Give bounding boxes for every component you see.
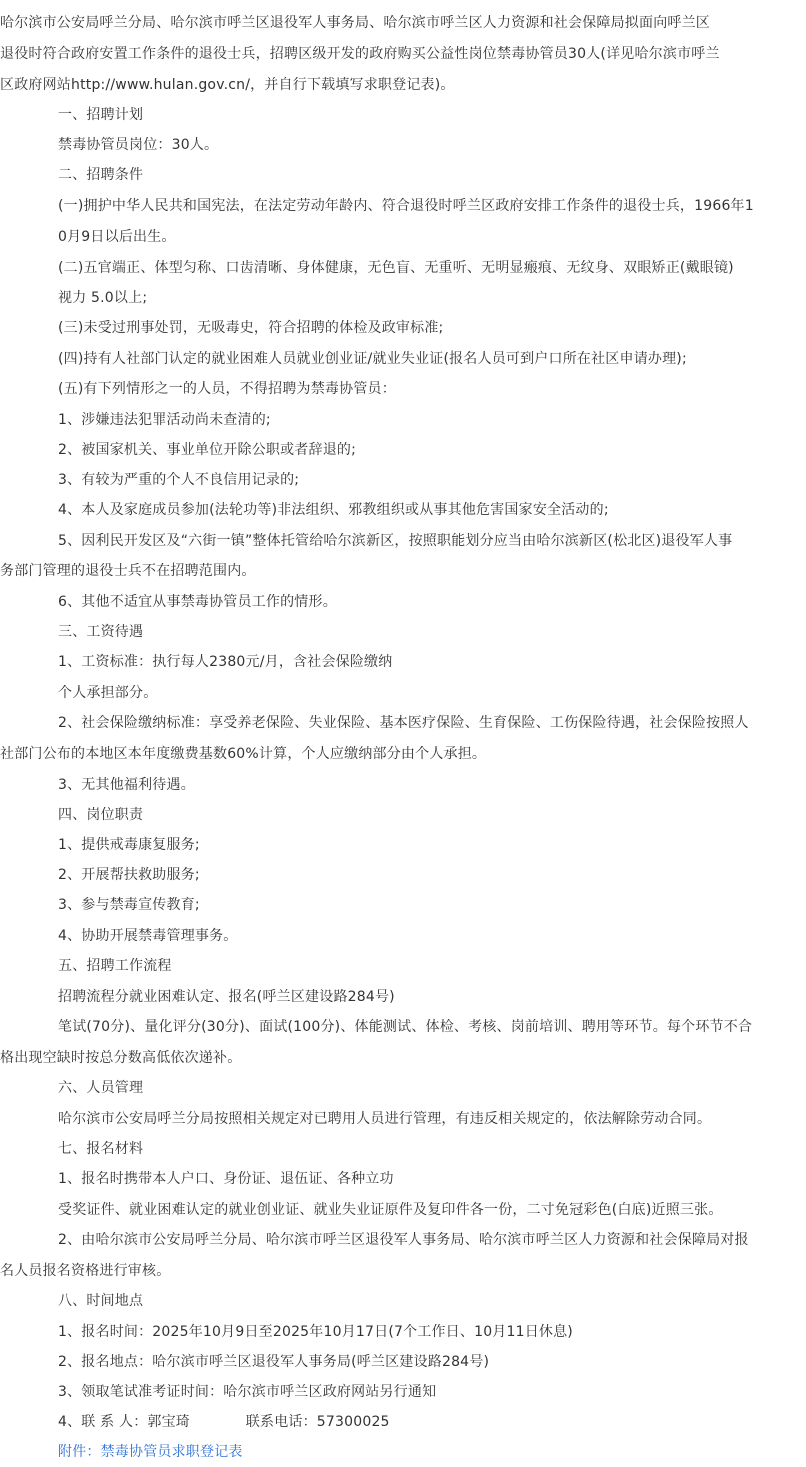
- process-line-1: 招聘流程分就业困难认定、报名(呼兰区建设路284号): [58, 989, 395, 1005]
- plan-text: 禁毒协管员岗位：30人。: [58, 137, 219, 153]
- time-item-3: 3、领取笔试准考证时间：哈尔滨市呼兰区政府网站另行通知: [58, 1384, 437, 1400]
- condition-5: (五)有下列情形之一的人员，不得招聘为禁毒协管员：: [58, 381, 396, 397]
- section-heading-salary: 三、工资待遇: [58, 624, 144, 640]
- exclusion-5-line-2: 务部门管理的退役士兵不在招聘范围内。: [0, 563, 256, 579]
- exclusion-6: 6、其他不适宜从事禁毒协管员工作的情形。: [58, 594, 337, 610]
- section-heading-plan: 一、招聘计划: [58, 107, 144, 123]
- materials-2-line-1: 2、由哈尔滨市公安局呼兰分局、哈尔滨市呼兰区退役军人事务局、哈尔滨市呼兰区人力资源和社会保障局对报: [58, 1232, 749, 1248]
- duty-1: 1、提供戒毒康复服务;: [58, 837, 200, 853]
- attachment-link[interactable]: 附件：禁毒协管员求职登记表: [58, 1444, 243, 1460]
- duty-4: 4、协助开展禁毒管理事务。: [58, 928, 238, 944]
- materials-1-line-1: 1、报名时携带本人户口、身份证、退伍证、各种立功: [58, 1171, 394, 1187]
- exclusion-2: 2、被国家机关、事业单位开除公职或者辞退的;: [58, 442, 357, 458]
- section-heading-materials: 七、报名材料: [58, 1141, 144, 1157]
- process-line-2: 笔试(70分)、量化评分(30分)、面试(100分)、体能测试、体检、考核、岗前培训、聘用等环节。每个环节不合: [58, 1019, 753, 1035]
- process-line-3: 格出现空缺时按总分数高低依次递补。: [0, 1050, 242, 1066]
- duty-2: 2、开展帮扶救助服务;: [58, 867, 200, 883]
- exclusion-5-line-1: 5、因利民开发区及“六街一镇”整体托管给哈尔滨新区，按照职能划分应当由哈尔滨新区(松北区)退役军人事: [58, 533, 733, 549]
- intro-line-1: 哈尔滨市公安局呼兰分局、哈尔滨市呼兰区退役军人事务局、哈尔滨市呼兰区人力资源和社会保障局拟面向呼兰区: [0, 15, 710, 31]
- condition-4: (四)持有人社部门认定的就业困难人员就业创业证/就业失业证(报名人员可到户口所在社区申请办理);: [58, 351, 687, 367]
- intro-line-3: 区政府网站http://www.hulan.gov.cn/，并自行下载填写求职登记表)。: [0, 77, 455, 93]
- salary-3: 3、无其他福利待遇。: [58, 777, 195, 793]
- section-heading-process: 五、招聘工作流程: [58, 958, 172, 974]
- intro-line-2: 退役时符合政府安置工作条件的退役士兵，招聘区级开发的政府购买公益性岗位禁毒协管员30人(详见哈尔滨市呼兰: [0, 46, 720, 62]
- condition-1-line-1: (一)拥护中华人民共和国宪法，在法定劳动年龄内、符合退役时呼兰区政府安排工作条件的退役士兵，1966年1: [58, 198, 754, 214]
- duty-3: 3、参与禁毒宣传教育;: [58, 897, 200, 913]
- condition-3: (三)未受过刑事处罚，无吸毒史，符合招聘的体检及政审标准;: [58, 320, 444, 336]
- time-item-4: 4、联 系 人：郭宝琦 联系电话：57300025: [58, 1414, 390, 1430]
- section-heading-duties: 四、岗位职责: [58, 807, 144, 823]
- exclusion-1: 1、涉嫌违法犯罪活动尚未查清的;: [58, 412, 271, 428]
- materials-1-line-2: 受奖证件、就业困难认定的就业创业证、就业失业证原件及复印件各一份，二寸免冠彩色(白底)近照三张。: [58, 1202, 723, 1218]
- salary-2-line-1: 2、社会保险缴纳标准：享受养老保险、失业保险、基本医疗保险、生育保险、工伤保险待遇，社会保险按照人: [58, 715, 749, 731]
- condition-1-line-2: 0月9日以后出生。: [58, 229, 176, 245]
- management-text: 哈尔滨市公安局呼兰分局按照相关规定对已聘用人员进行管理，有违反相关规定的，依法解除劳动合同。: [58, 1111, 712, 1127]
- condition-2-line-2: 视力 5.0以上;: [58, 290, 148, 306]
- materials-2-line-2: 名人员报名资格进行审核。: [0, 1263, 171, 1279]
- time-item-1: 1、报名时间：2025年10月9日至2025年10月17日(7个工作日、10月11日休息): [58, 1324, 573, 1340]
- exclusion-4: 4、本人及家庭成员参加(法轮功等)非法组织、邪教组织或从事其他危害国家安全活动的;: [58, 502, 609, 518]
- time-item-2: 2、报名地点：哈尔滨市呼兰区退役军人事务局(呼兰区建设路284号): [58, 1354, 490, 1370]
- salary-1-line-1: 1、工资标准：执行每人2380元/月，含社会保险缴纳: [58, 654, 393, 670]
- section-heading-management: 六、人员管理: [58, 1080, 144, 1096]
- exclusion-3: 3、有较为严重的个人不良信用记录的;: [58, 472, 300, 488]
- condition-2-line-1: (二)五官端正、体型匀称、口齿清晰、身体健康，无色盲、无重听、无明显瘢痕、无纹身、双眼矫正(戴眼镜): [58, 260, 734, 276]
- salary-2-line-2: 社部门公布的本地区本年度缴费基数60%计算，个人应缴纳部分由个人承担。: [0, 746, 487, 762]
- section-heading-conditions: 二、招聘条件: [58, 167, 144, 183]
- section-heading-time-place: 八、时间地点: [58, 1293, 144, 1309]
- salary-1-line-2: 个人承担部分。: [58, 685, 158, 701]
